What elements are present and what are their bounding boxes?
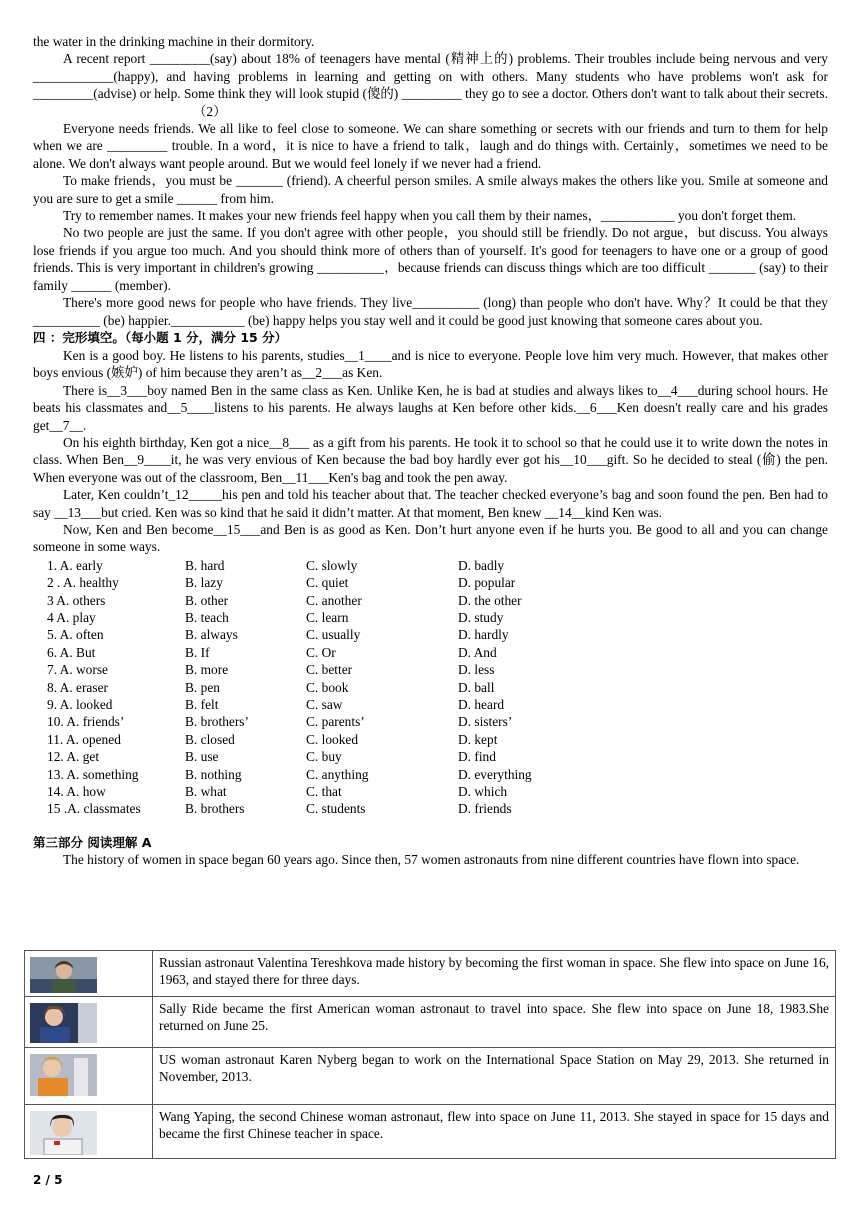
- option-cell: D. study: [458, 610, 504, 625]
- option-cell: D. friends: [458, 801, 512, 817]
- option-cell: C. anything: [306, 766, 369, 782]
- paragraph: Ken is a good boy. He listens to his parents, studies__1____and is nice to everyone. People love him very much. However, that makes other boys envious (嫉妒) of him because they aren’t as__2___as Ken.: [33, 347, 828, 381]
- option-cell: C. learn: [306, 610, 349, 625]
- option-cell: B. lazy: [185, 575, 223, 591]
- option-cell: B. closed: [185, 731, 235, 747]
- option-cell: 12. A. get: [47, 749, 100, 765]
- astronaut-text: Sally Ride became the first American woman astronaut to travel into space. She flew into space on June 18, 1983.She returned on June 25.: [153, 997, 836, 1048]
- table-row: [25, 951, 836, 997]
- option-cell: B. pen: [185, 679, 220, 695]
- option-cell: 10. A. friends’: [47, 714, 125, 730]
- astronaut-photo: [30, 1111, 97, 1155]
- option-cell: B. use: [185, 749, 219, 765]
- astronaut-text: Russian astronaut Valentina Tereshkova made history by becoming the first woman in space. She flew into space on June 16, 1963, and stayed there for three days.: [153, 951, 836, 997]
- option-cell: C. better: [306, 662, 353, 678]
- page-number: 2 / 5: [33, 1173, 63, 1187]
- option-cell: B. always: [185, 627, 238, 643]
- option-cell: 11. A. opened: [47, 731, 121, 747]
- table-row: [25, 997, 836, 1048]
- option-row: [47, 679, 532, 696]
- option-cell: 3 A. others: [47, 592, 106, 608]
- option-row: [47, 661, 532, 678]
- paragraph: On his eighth birthday, Ken got a nice__8___ as a gift from his parents. He took it to school so that he could use it to write down the notes in class. When Ben__9____it, he was very envious of Ken because the bad boy hardly ever got his__10___gift. So he decided to steal (偷) the pen. When everyone was out of the classroom, Ben__11___Ken's bag and took the pen away.: [33, 434, 828, 485]
- paragraph: A recent report _________(say) about 18% of teenagers have mental (精神上的) problems. Their troubles include being nervous and very ____________(happy), and having problems in learning and getting on with others. Many students who have problems won't ask for _________(advise) or help. Some think they will look stupid (傻的) _________ they go to see a doctor. Others don't want to talk about their secrets.: [33, 51, 828, 102]
- option-row: [47, 592, 532, 609]
- option-cell: C. Or: [306, 644, 336, 660]
- astronaut-table: [24, 950, 836, 1159]
- option-cell: D. ball: [458, 679, 495, 695]
- option-cell: B. what: [185, 784, 227, 800]
- option-cell: C. usually: [306, 627, 361, 643]
- worksheet-page: [33, 33, 828, 868]
- option-row: [47, 644, 532, 661]
- photo-cell: [25, 1105, 153, 1159]
- option-row: [47, 783, 532, 800]
- paragraph: Everyone needs friends. We all like to feel close to someone. We can share something or secrets with our friends and turn to them for help when we are _________ trouble. In a word，it is nice to have a friend to talk，laugh and do things with. Certainly，sometimes we need to be alone. We don't always want people around. But we would feel lonely if we never had a friend.: [33, 121, 828, 171]
- option-cell: 13. A. something: [47, 766, 139, 782]
- option-cell: D. hardly: [458, 627, 509, 643]
- option-cell: 5. A. often: [47, 627, 104, 643]
- option-cell: B. brothers: [185, 801, 245, 817]
- option-row: [47, 574, 532, 591]
- option-cell: 7. A. worse: [47, 662, 108, 678]
- paragraph: There's more good news for people who have friends. They live__________ (long) than people who don't have. Why？It could be that they __________ (be) happier.___________ (be) happy helps you stay well and it could be good just knowing that someone cares about you.: [33, 295, 828, 328]
- option-row: [47, 696, 532, 713]
- paragraph: the water in the drinking machine in their dormitory.: [33, 34, 315, 49]
- paragraph: There is__3___boy named Ben in the same class as Ken. Unlike Ken, he is bad at studies and always likes to__4___during school hours. He beats his classmates and__5____listens to his parents. He always laughs at Ken before other kids.__6___Ken doesn't really care and his grades get__7__.: [33, 382, 828, 433]
- option-cell: D. kept: [458, 731, 498, 747]
- option-row: [47, 557, 532, 574]
- option-cell: 2 . A. healthy: [47, 575, 119, 591]
- option-cell: 6. A. But: [47, 644, 96, 660]
- photo-cell: [25, 951, 153, 997]
- option-cell: C. that: [306, 784, 342, 800]
- option-cell: B. teach: [185, 610, 229, 625]
- option-cell: 15 .A. classmates: [47, 801, 141, 817]
- option-row: [47, 626, 532, 643]
- astronaut-photo: [30, 1054, 97, 1096]
- option-cell: C. book: [306, 679, 349, 695]
- option-cell: C. saw: [306, 697, 343, 713]
- option-cell: D. And: [458, 644, 497, 660]
- option-cell: B. brothers’: [185, 714, 249, 730]
- option-cell: B. If: [185, 644, 210, 660]
- option-cell: C. students: [306, 801, 366, 817]
- option-cell: D. find: [458, 749, 496, 765]
- option-cell: D. which: [458, 784, 508, 800]
- passage-number: （2）: [193, 103, 227, 119]
- option-cell: 8. A. eraser: [47, 679, 108, 695]
- option-cell: B. more: [185, 662, 229, 678]
- option-cell: D. badly: [458, 557, 505, 573]
- option-cell: C. parents’: [306, 714, 365, 730]
- astronaut-photo: [30, 957, 97, 993]
- option-cell: 1. A. early: [47, 557, 103, 573]
- photo-cell: [25, 1048, 153, 1105]
- option-cell: C. slowly: [306, 557, 358, 573]
- paragraph: Now, Ken and Ben become__15___and Ben is as good as Ken. Don’t hurt anyone even if he hurts you. Be good to all and you can change someone in some ways.: [33, 521, 828, 555]
- table-row: [25, 1105, 836, 1159]
- option-cell: 4 A. play: [47, 610, 96, 625]
- option-cell: D. the other: [458, 592, 522, 608]
- option-cell: D. everything: [458, 766, 532, 782]
- option-cell: C. looked: [306, 731, 359, 747]
- option-row: [47, 731, 532, 748]
- option-row: [47, 766, 532, 783]
- paragraph: Try to remember names. It makes your new friends feel happy when you call them by their names，___________ you don't forget them.: [63, 208, 797, 224]
- options-table: [47, 557, 532, 818]
- paragraph: No two people are just the same. If you don't agree with other people，you should still be friendly. Do not argue，but discuss. You always lose friends if you argue too much. And you should think more of others than of yourself. It's good for teenagers to have one or a group of good friends. This is very important in children's growing __________，because friends can discuss things which are too difficult _______ (say) to their family ______ (member).: [33, 225, 828, 293]
- option-cell: D. popular: [458, 575, 516, 591]
- option-cell: 14. A. how: [47, 784, 106, 800]
- paragraph: The history of women in space began 60 years ago. Since then, 57 women astronauts from nine different countries have flown into space.: [63, 851, 800, 867]
- option-cell: D. heard: [458, 697, 505, 713]
- astronaut-photo: [30, 1003, 97, 1043]
- option-row: [47, 748, 532, 765]
- option-cell: B. felt: [185, 697, 219, 713]
- option-row: [47, 713, 532, 730]
- paragraph: To make friends，you must be _______ (friend). A cheerful person smiles. A smile always makes the others like you. Smile at someone and you are sure to get a smile ______ from him.: [33, 173, 828, 206]
- astronaut-text: Wang Yaping, the second Chinese woman astronaut, flew into space on June 11, 2013. She stayed in space for 15 days and became the first Chinese teacher in space.: [153, 1105, 836, 1159]
- astronaut-text: US woman astronaut Karen Nyberg began to work on the International Space Station on May 29, 2013. She returned in November, 2013.: [153, 1048, 836, 1105]
- option-cell: D. sisters’: [458, 714, 513, 730]
- option-cell: C. another: [306, 592, 362, 608]
- option-cell: D. less: [458, 662, 495, 678]
- option-row: [47, 609, 532, 626]
- option-cell: C. buy: [306, 749, 342, 765]
- paragraph: Later, Ken couldn’t_12_____his pen and told his teacher about that. The teacher checked everyone’s bag and soon found the pen. Ben had to say __13___but cried. Ken was so kind that he said it didn’t matter. At that moment, Ben knew __14__kind Ken was.: [33, 487, 828, 520]
- option-cell: B. other: [185, 592, 229, 608]
- table-row: [25, 1048, 836, 1105]
- section-heading: 第三部分 阅读理解 A: [33, 834, 152, 850]
- option-cell: 9. A. looked: [47, 697, 113, 713]
- option-row: [47, 800, 532, 817]
- option-cell: B. hard: [185, 557, 225, 573]
- option-cell: B. nothing: [185, 766, 242, 782]
- option-cell: C. quiet: [306, 575, 349, 591]
- section-heading: 四 ：完形填空。（每小题 1 分，满分 15 分）: [33, 329, 288, 345]
- photo-cell: [25, 997, 153, 1048]
